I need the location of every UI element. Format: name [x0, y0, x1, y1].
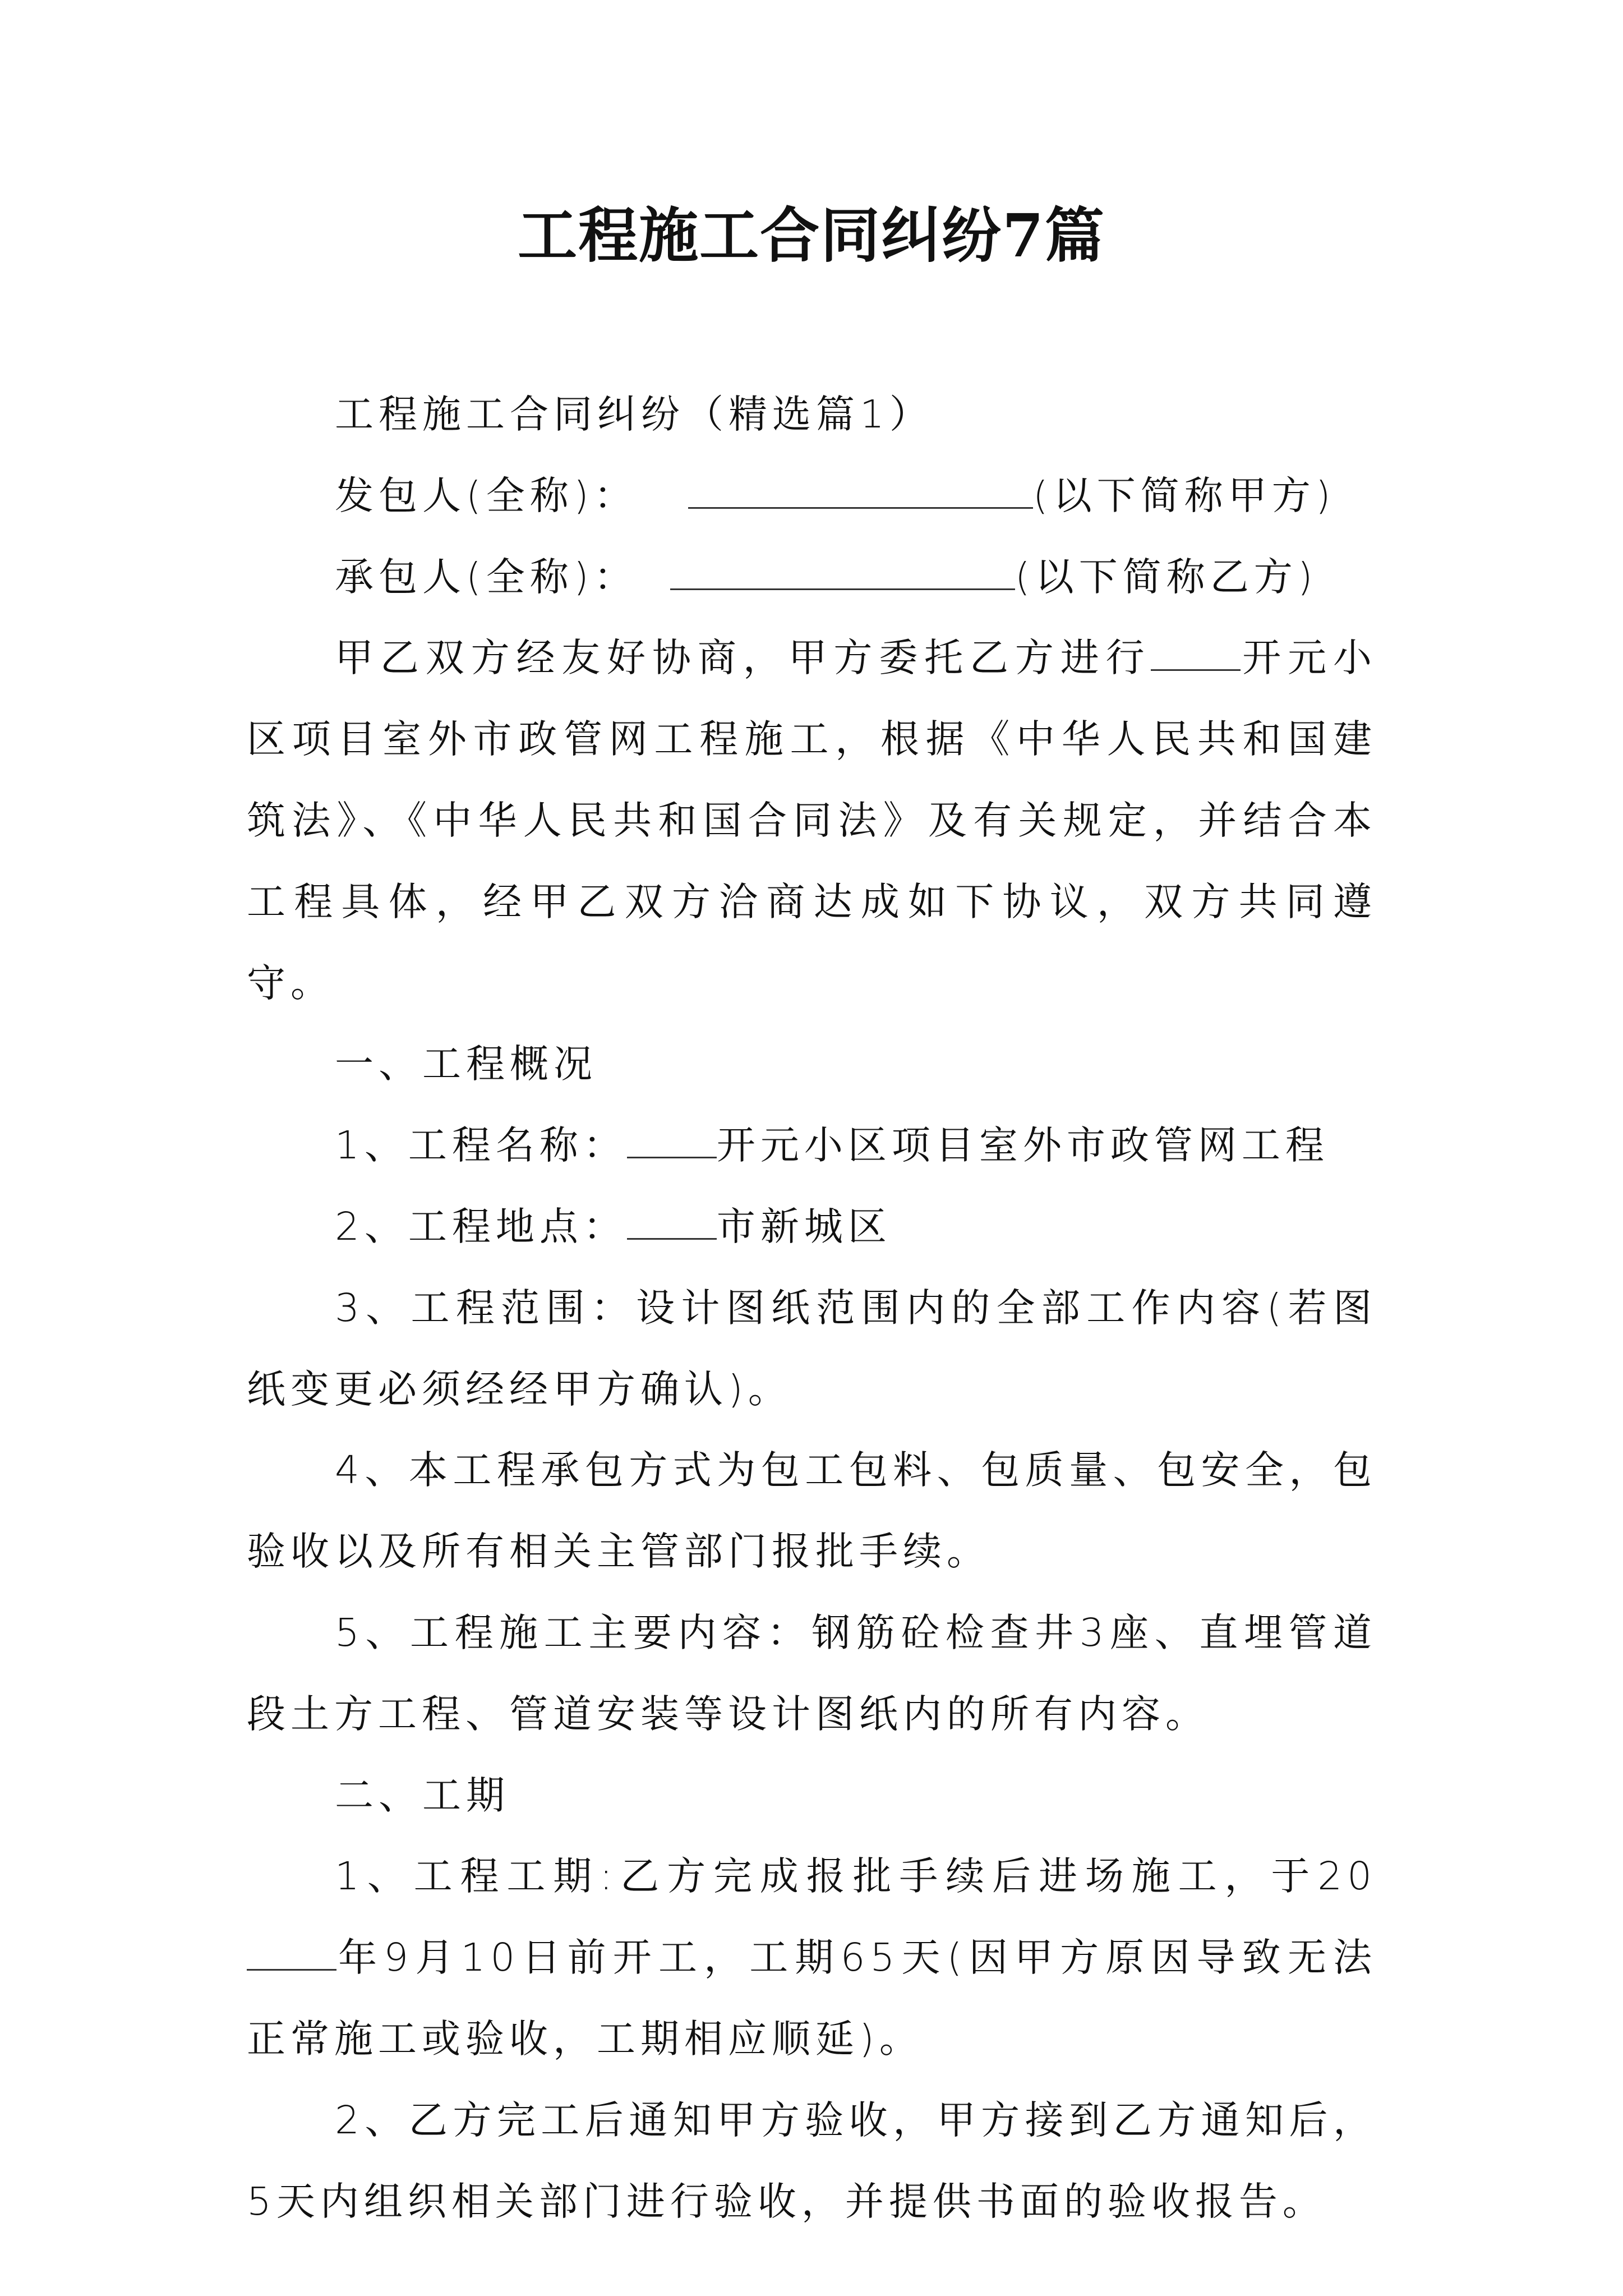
party-b-blank: [670, 555, 1015, 590]
intro-text-1: 甲乙双方经友好协商，甲方委托乙方进行: [335, 636, 1151, 681]
item-schedule-text-1: 1、工程工期:乙方完成报批手续后进场施工，于20: [335, 1854, 1377, 1899]
item-schedule: [247, 1836, 1377, 2079]
party-b-row: [247, 537, 1377, 618]
intro-text-2: 开元小区项目室外市政管网工程施工，根据《中华人民共和国建筑法》、《中华人民共和国合同法》及有关规定，并结合本工程具体，经甲乙双方洽商达成如下协议，双方共同遵守。: [247, 636, 1377, 1006]
item-acceptance: 2、乙方完工后通知甲方验收，甲方接到乙方通知后，5天内组织相关部门进行验收，并提供书面的验收报告。: [247, 2097, 1377, 2224]
document-title: 工程施工合同纠纷7篇: [518, 200, 1105, 270]
section-title: 工程施工合同纠纷（精选篇1）: [335, 392, 933, 437]
intro-blank: [1151, 636, 1241, 671]
heading-schedule: 二、工期: [335, 1773, 510, 1818]
item-schedule-text-2: 年9月10日前开工，工期65天(因甲方原因导致无法正常施工或验收，工期相应顺延)。: [247, 1935, 1377, 2062]
intro-paragraph: [247, 618, 1377, 1024]
item-project-name: [247, 1105, 1377, 1186]
party-b-label: 承包人(全称)：: [335, 554, 638, 600]
item-project-location-value: 市新城区: [716, 1204, 892, 1249]
item-project-name-label: 1、工程名称：: [335, 1123, 627, 1168]
party-a-suffix: (以下简称甲方): [1032, 473, 1336, 518]
item-project-scope: 3、工程范围：设计图纸范围内的全部工作内容(若图纸变更必须经经甲方确认)。: [247, 1285, 1377, 1412]
party-a-row: [247, 455, 1377, 537]
year-blank: [247, 1935, 336, 1971]
party-a-blank: [688, 473, 1033, 509]
item-contract-method: 4、本工程承包方式为包工包料、包质量、包安全，包验收以及所有相关主管部门报批手续。: [247, 1448, 1377, 1575]
item-project-name-value: 开元小区项目室外市政管网工程: [716, 1123, 1329, 1168]
party-a-label: 发包人(全称)：: [335, 473, 638, 518]
heading-overview: 一、工程概况: [335, 1042, 597, 1087]
project-location-blank: [627, 1204, 717, 1240]
document-body: [247, 374, 1377, 2242]
item-project-location-label: 2、工程地点：: [335, 1204, 627, 1249]
item-main-content: 5、工程施工主要内容：钢筋砼检查井3座、直埋管道段土方工程、管道安装等设计图纸内的所有内容。: [247, 1610, 1377, 1737]
item-project-location: [247, 1186, 1377, 1268]
project-name-blank: [627, 1123, 717, 1158]
party-b-suffix: (以下简称乙方): [1015, 554, 1318, 600]
